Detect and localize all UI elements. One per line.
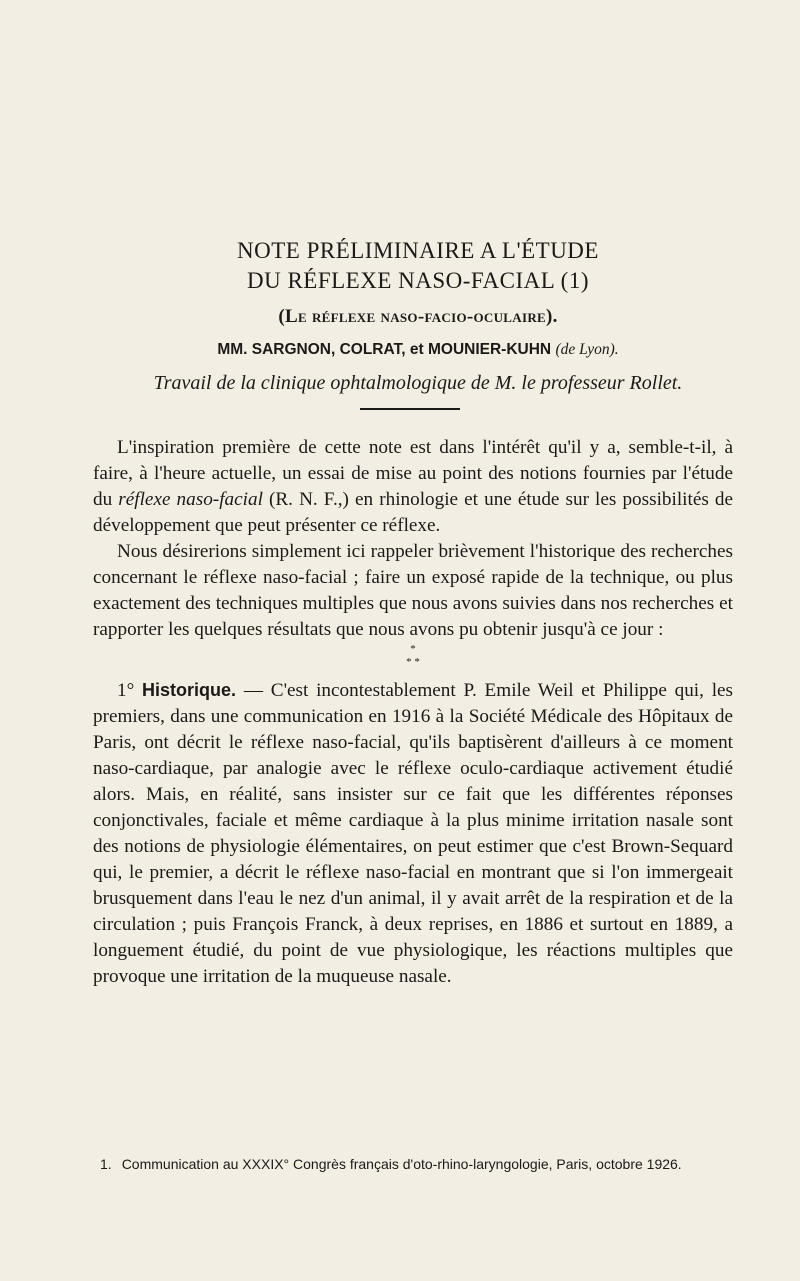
- paragraph-3: [93, 677, 733, 990]
- authors: MM. SARGNON, COLRAT, et MOUNIER-KUHN: [217, 341, 552, 358]
- title-block: [0, 236, 800, 396]
- work-line: Travail de la clinique ophtalmologique de M. le professeur Rollet.: [153, 372, 683, 394]
- footnote-number: 1.: [100, 1156, 112, 1172]
- authors-line: [36, 338, 800, 362]
- paragraph-1-part-a: L'inspiration première de cette note est dans l'intérêt qu'il y a, semble-t-il, à faire, à l'heure actuelle, un essai de mise au point des notions fournies par l'étude du: [93, 437, 733, 510]
- paragraph-1-emphasis: réflexe naso-facial: [118, 489, 263, 510]
- separator-rule: [360, 408, 460, 410]
- affiliation: (de Lyon).: [555, 341, 619, 358]
- section-number: 1°: [117, 680, 135, 701]
- subtitle: (Le réflexe naso-facio-oculaire).: [278, 306, 558, 327]
- footnote: [100, 1154, 732, 1174]
- footnote-text: Communication au XXXIX° Congrès français d'oto-rhino-laryngologie, Paris, octobre 1926.: [121, 1156, 682, 1172]
- paragraph-1: [93, 435, 733, 539]
- body-text: [93, 435, 733, 990]
- paragraph-1-part-b: (R. N. F.,) en rhinologie et une étude sur les possibilités de développement que peut présenter ce réflexe.: [93, 489, 734, 536]
- title-line-2: DU RÉFLEXE NASO-FACIAL (1): [246, 268, 589, 293]
- paragraph-2: Nous désirerions simplement ici rappeler brièvement l'historique des recherches concernant le réflexe naso-facial ; faire un exposé rapide de la technique, ou plus exactement des techniques multiples que nous avons suivies dans nos recherches et rapporter les quelques résultats que nous avons pu obtenir jusqu'à ce jour :: [93, 541, 733, 640]
- asterism-top: *: [410, 643, 416, 655]
- title-line-1: NOTE PRÉLIMINAIRE A L'ÉTUDE: [237, 238, 599, 263]
- asterism-bottom: * *: [406, 656, 420, 668]
- section-heading: Historique.: [142, 680, 237, 700]
- paragraph-3-text: — C'est incontestablement P. Emile Weil et Philippe qui, les premiers, dans une communication en 1916 à la Société Médicale des Hôpitaux de Paris, ont décrit le réflexe naso-facial, qu'ils baptisèrent d'ailleurs à ce moment naso-cardiaque, par analogie avec le réflexe oculo-cardiaque activement étudié alors. Mais, en réalité, sans insister sur ce fait que les différentes réponses conjonctivales, faciale et même cardiaque à la plus minime irritation nasale sont des notions de physiologie élémentaires, on peut estimer que c'est Brown-Sequard qui, le premier, a décrit le réflexe naso-facial en montrant que si l'on immergeait brusquement dans l'eau le nez d'un animal, il y avait arrêt de la respiration et de la circulation ; puis François Franck, à deux reprises, en 1886 et surtout en 1889, a longuement étudié, du point de vue physiologique, les réactions multiples que provoque une irritation de la muqueuse nasale.: [93, 680, 734, 987]
